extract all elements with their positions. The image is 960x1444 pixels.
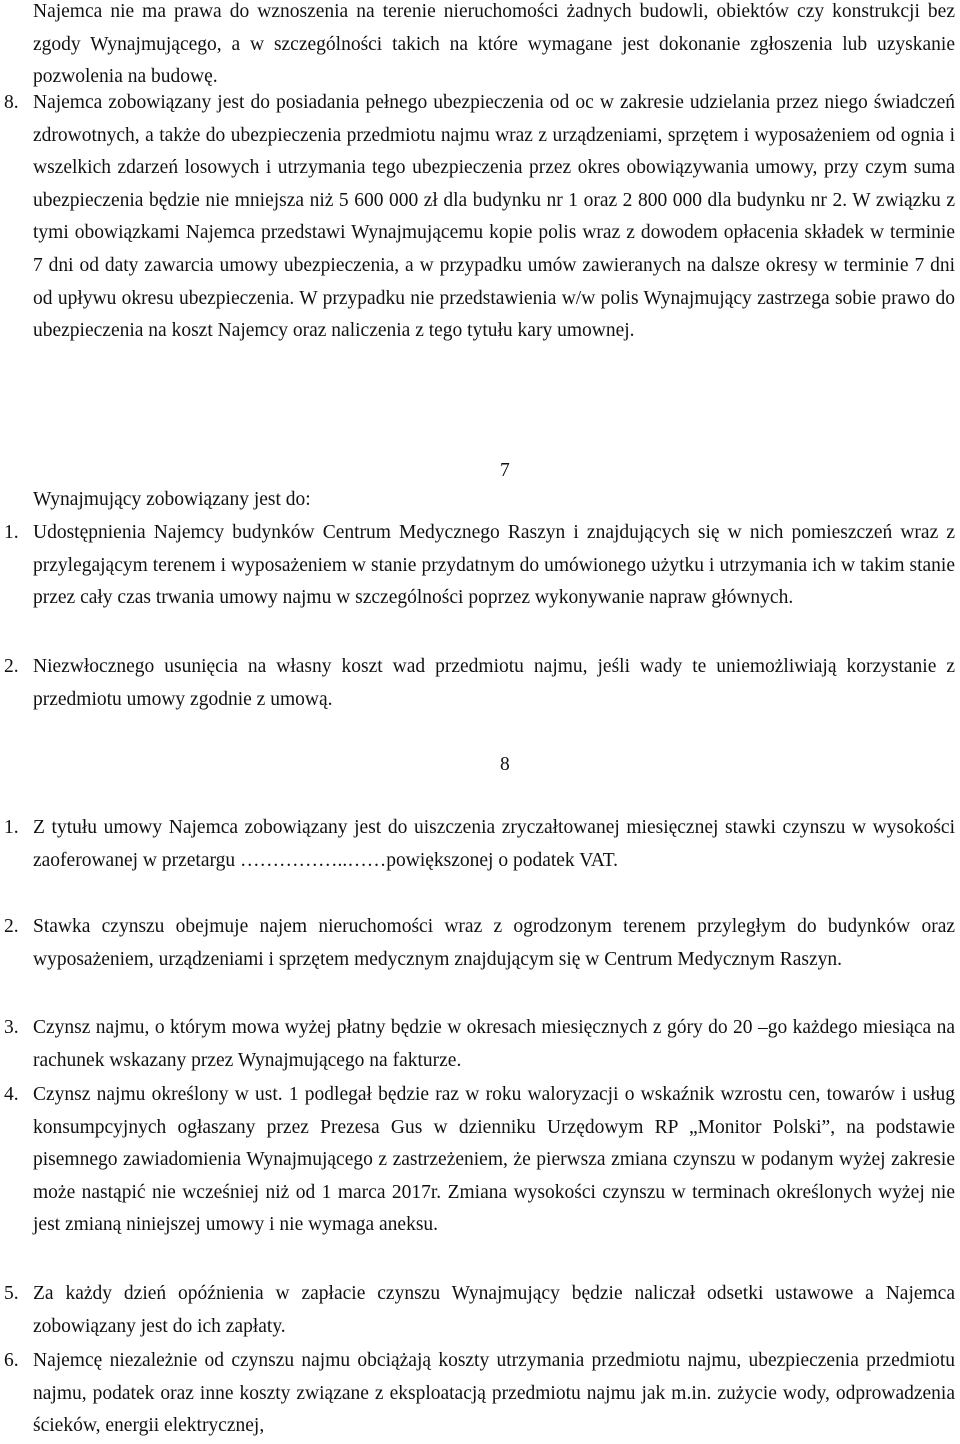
list-item-number: 3. [4,1017,19,1038]
list-item-text: Czynsz najmu określony w ust. 1 podlegał będzie raz w roku waloryzacji o wskaźnik wzrostu cen, towarów i usług konsumpcyjnych ogłaszany przez Prezesa Gus w dzienniku Urzędowym RP „Monitor Polski”, na podstawie pisemnego zawiadomienia Wynajmującego z zastrzeżeniem, że pierwsza zmiana czynszu w podanym wyżej zakresie może nastąpić nie wcześniej niż od 1 marca 2017r. Zmiana wysokości czynszu w terminach określonych wyżej nie jest zmianą niniejszej umowy i nie wymaga aneksu. [33,1084,955,1236]
list-item [4,1278,955,1343]
list-item [4,911,955,976]
list-item [4,812,955,877]
list-item-number: 5. [4,1283,19,1304]
section-7-intro: Wynajmujący zobowiązany jest do: [33,489,311,510]
list-item-text: Za każdy dzień opóźnienia w zapłacie czynszu Wynajmujący będzie naliczał odsetki ustawowe a Najemca zobowiązany jest do ich zapłaty. [33,1283,955,1337]
list-item-number: 6. [4,1350,19,1371]
list-item-text: Udostępnienia Najemcy budynków Centrum Medycznego Raszyn i znajdujących się w nich pomieszczeń wraz z przylegającym terenem i wyposażeniem w stanie przydatnym do umówionego użytku i utrzymania ich w takim stanie przez cały czas trwania umowy najmu w szczególności poprzez wykonywanie napraw głównych. [33,522,955,609]
list-item-text: Z tytułu umowy Najemca zobowiązany jest do uiszczenia zryczałtowanej miesięcznej stawki czynszu w wysokości zaoferowanej w przetargu ……………..……powiększonej o podatek VAT. [33,817,955,871]
list-item-8 [4,87,955,348]
list-item [4,1079,955,1242]
list-item-number: 8. [4,92,19,113]
list-item [4,517,955,615]
list-item [4,1345,955,1443]
list-item-number: 2. [4,916,19,937]
section-8-heading [500,749,540,782]
section-7-heading [500,455,540,488]
list-item-text: Czynsz najmu, o którym mowa wyżej płatny będzie w okresach miesięcznych z góry do 20 –go każdego miesiąca na rachunek wskazany przez Wynajmującego na fakturze. [33,1017,955,1071]
list-item-text: Niezwłocznego usunięcia na własny koszt wad przedmiotu najmu, jeśli wady te uniemożliwiają korzystanie z przedmiotu umowy zgodnie z umową. [33,656,955,710]
list-item-number: 1. [4,817,19,838]
list-item-number: 4. [4,1084,19,1105]
list-item-text: Stawka czynszu obejmuje najem nieruchomości wraz z ogrodzonym terenem przyległym do budynków oraz wyposażeniem, urządzeniami i sprzętem medycznym znajdującym się w Centrum Medycznym Raszyn. [33,916,955,970]
list-item-number: 2. [4,656,19,677]
list-item-text: Najemca zobowiązany jest do posiadania pełnego ubezpieczenia od oc w zakresie udzielania przez niego świadczeń zdrowotnych, a także do ubezpieczenia przedmiotu najmu wraz z urządzeniami, sprzętem i wyposażeniem od ognia i wszelkich zdarzeń losowych i utrzymania tego ubezpieczenia przez okres obowiązywania umowy, przy czym suma ubezpieczenia będzie nie mniejsza niż 5 600 000 zł dla budynku nr 1 oraz 2 800 000 dla budynku nr 2. W związku z tymi obowiązkami Najemca przedstawi Wynajmującemu kopie polis wraz z dowodem opłacenia składek w terminie 7 dni od daty zawarcia umowy ubezpieczenia, a w przypadku umów zawieranych na dalsze okresy w terminie 7 dni od upływu okresu ubezpieczenia. W przypadku nie przedstawienia w/w polis Wynajmujący zastrzega sobie prawo do ubezpieczenia na koszt Najemcy oraz naliczenia z tego tytułu kary umownej. [33,92,955,342]
section-number: 7 [500,460,510,481]
list-item [4,1012,955,1077]
list-item-text: Najemcę niezależnie od czynszu najmu obciążają koszty utrzymania przedmiotu najmu, ubezpieczenia przedmiotu najmu, podatek oraz inne koszty związane z eksploatacją przedmiotu najmu jak m.in. zużycie wody, odprowadzenia ścieków, energii elektrycznej, [33,1350,955,1437]
list-item [4,651,955,716]
list-item-number: 1. [4,522,19,543]
intro-paragraph: Najemca nie ma prawa do wznoszenia na terenie nieruchomości żadnych budowli, obiektów czy konstrukcji bez zgody Wynajmującego, a w szczególności takich na które wymagane jest dokonanie zgłoszenia lub uzyskanie pozwolenia na budowę. [33,1,955,88]
section-number: 8 [500,754,510,775]
